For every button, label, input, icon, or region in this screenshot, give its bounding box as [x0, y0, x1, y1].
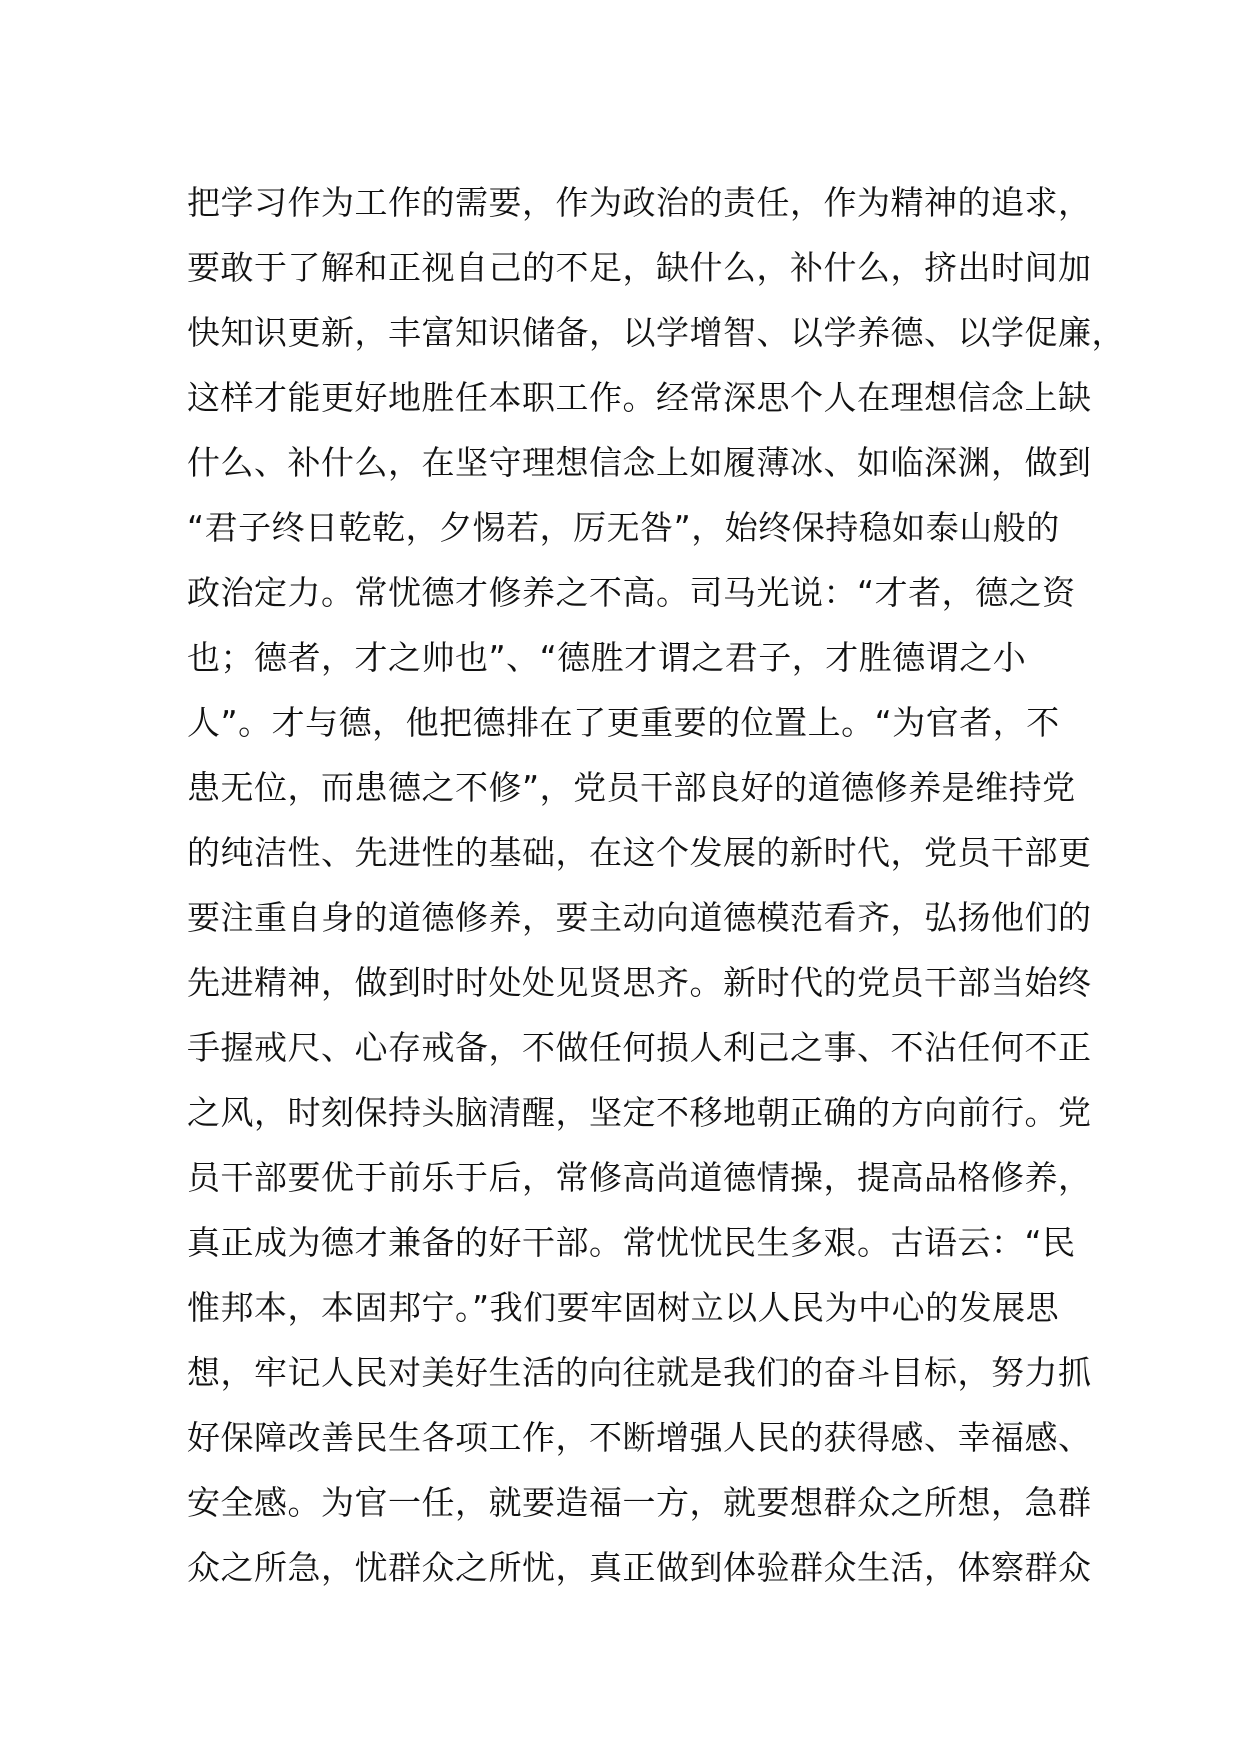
text-line: 人”。才与德，他把德排在了更重要的位置上。“为官者，不	[187, 703, 1060, 742]
text-line: 这样才能更好地胜任本职工作。经常深思个人在理想信念上缺	[187, 378, 1092, 417]
text-line: 政治定力。常忧德才修养之不高。司马光说：“才者，德之资	[187, 573, 1076, 612]
text-line: 什么、补什么，在坚守理想信念上如履薄冰、如临深渊，做到	[187, 443, 1092, 482]
text-line: 要敢于了解和正视自己的不足，缺什么，补什么，挤出时间加	[187, 248, 1092, 287]
text-line: 安全感。为官一任，就要造福一方，就要想群众之所想，急群	[187, 1483, 1092, 1522]
text-line: 好保障改善民生各项工作，不断增强人民的获得感、幸福感、	[187, 1418, 1092, 1457]
text-line: 患无位，而患德之不修”，党员干部良好的道德修养是维持党	[187, 768, 1076, 807]
text-line: 之风，时刻保持头脑清醒，坚定不移地朝正确的方向前行。党	[187, 1093, 1092, 1132]
text-line: 员干部要优于前乐于后，常修高尚道德情操，提高品格修养，	[187, 1158, 1092, 1197]
text-line: 快知识更新，丰富知识储备，以学增智、以学养德、以学促廉，	[187, 313, 1125, 352]
text-line: 真正成为德才兼备的好干部。常忧忧民生多艰。古语云：“民	[187, 1223, 1076, 1262]
text-line: 要注重自身的道德修养，要主动向道德模范看齐，弘扬他们的	[187, 898, 1092, 937]
text-line: 也；德者，才之帅也”、“德胜才谓之君子，才胜德谓之小	[187, 638, 1027, 677]
text-line: 众之所急，忧群众之所忧，真正做到体验群众生活，体察群众	[187, 1548, 1092, 1587]
body-text	[187, 170, 1125, 1600]
text-line: “君子终日乾乾，夕惕若，厉无咎”，始终保持稳如泰山般的	[187, 508, 1060, 547]
text-line: 的纯洁性、先进性的基础，在这个发展的新时代，党员干部更	[187, 833, 1092, 872]
text-line: 把学习作为工作的需要，作为政治的责任，作为精神的追求，	[187, 183, 1092, 222]
text-line: 想，牢记人民对美好生活的向往就是我们的奋斗目标，努力抓	[187, 1353, 1092, 1392]
text-line: 先进精神，做到时时处处见贤思齐。新时代的党员干部当始终	[187, 963, 1092, 1002]
text-line: 惟邦本，本固邦宁。”我们要牢固树立以人民为中心的发展思	[187, 1288, 1060, 1327]
text-line: 手握戒尺、心存戒备，不做任何损人利己之事、不沾任何不正	[187, 1028, 1092, 1067]
